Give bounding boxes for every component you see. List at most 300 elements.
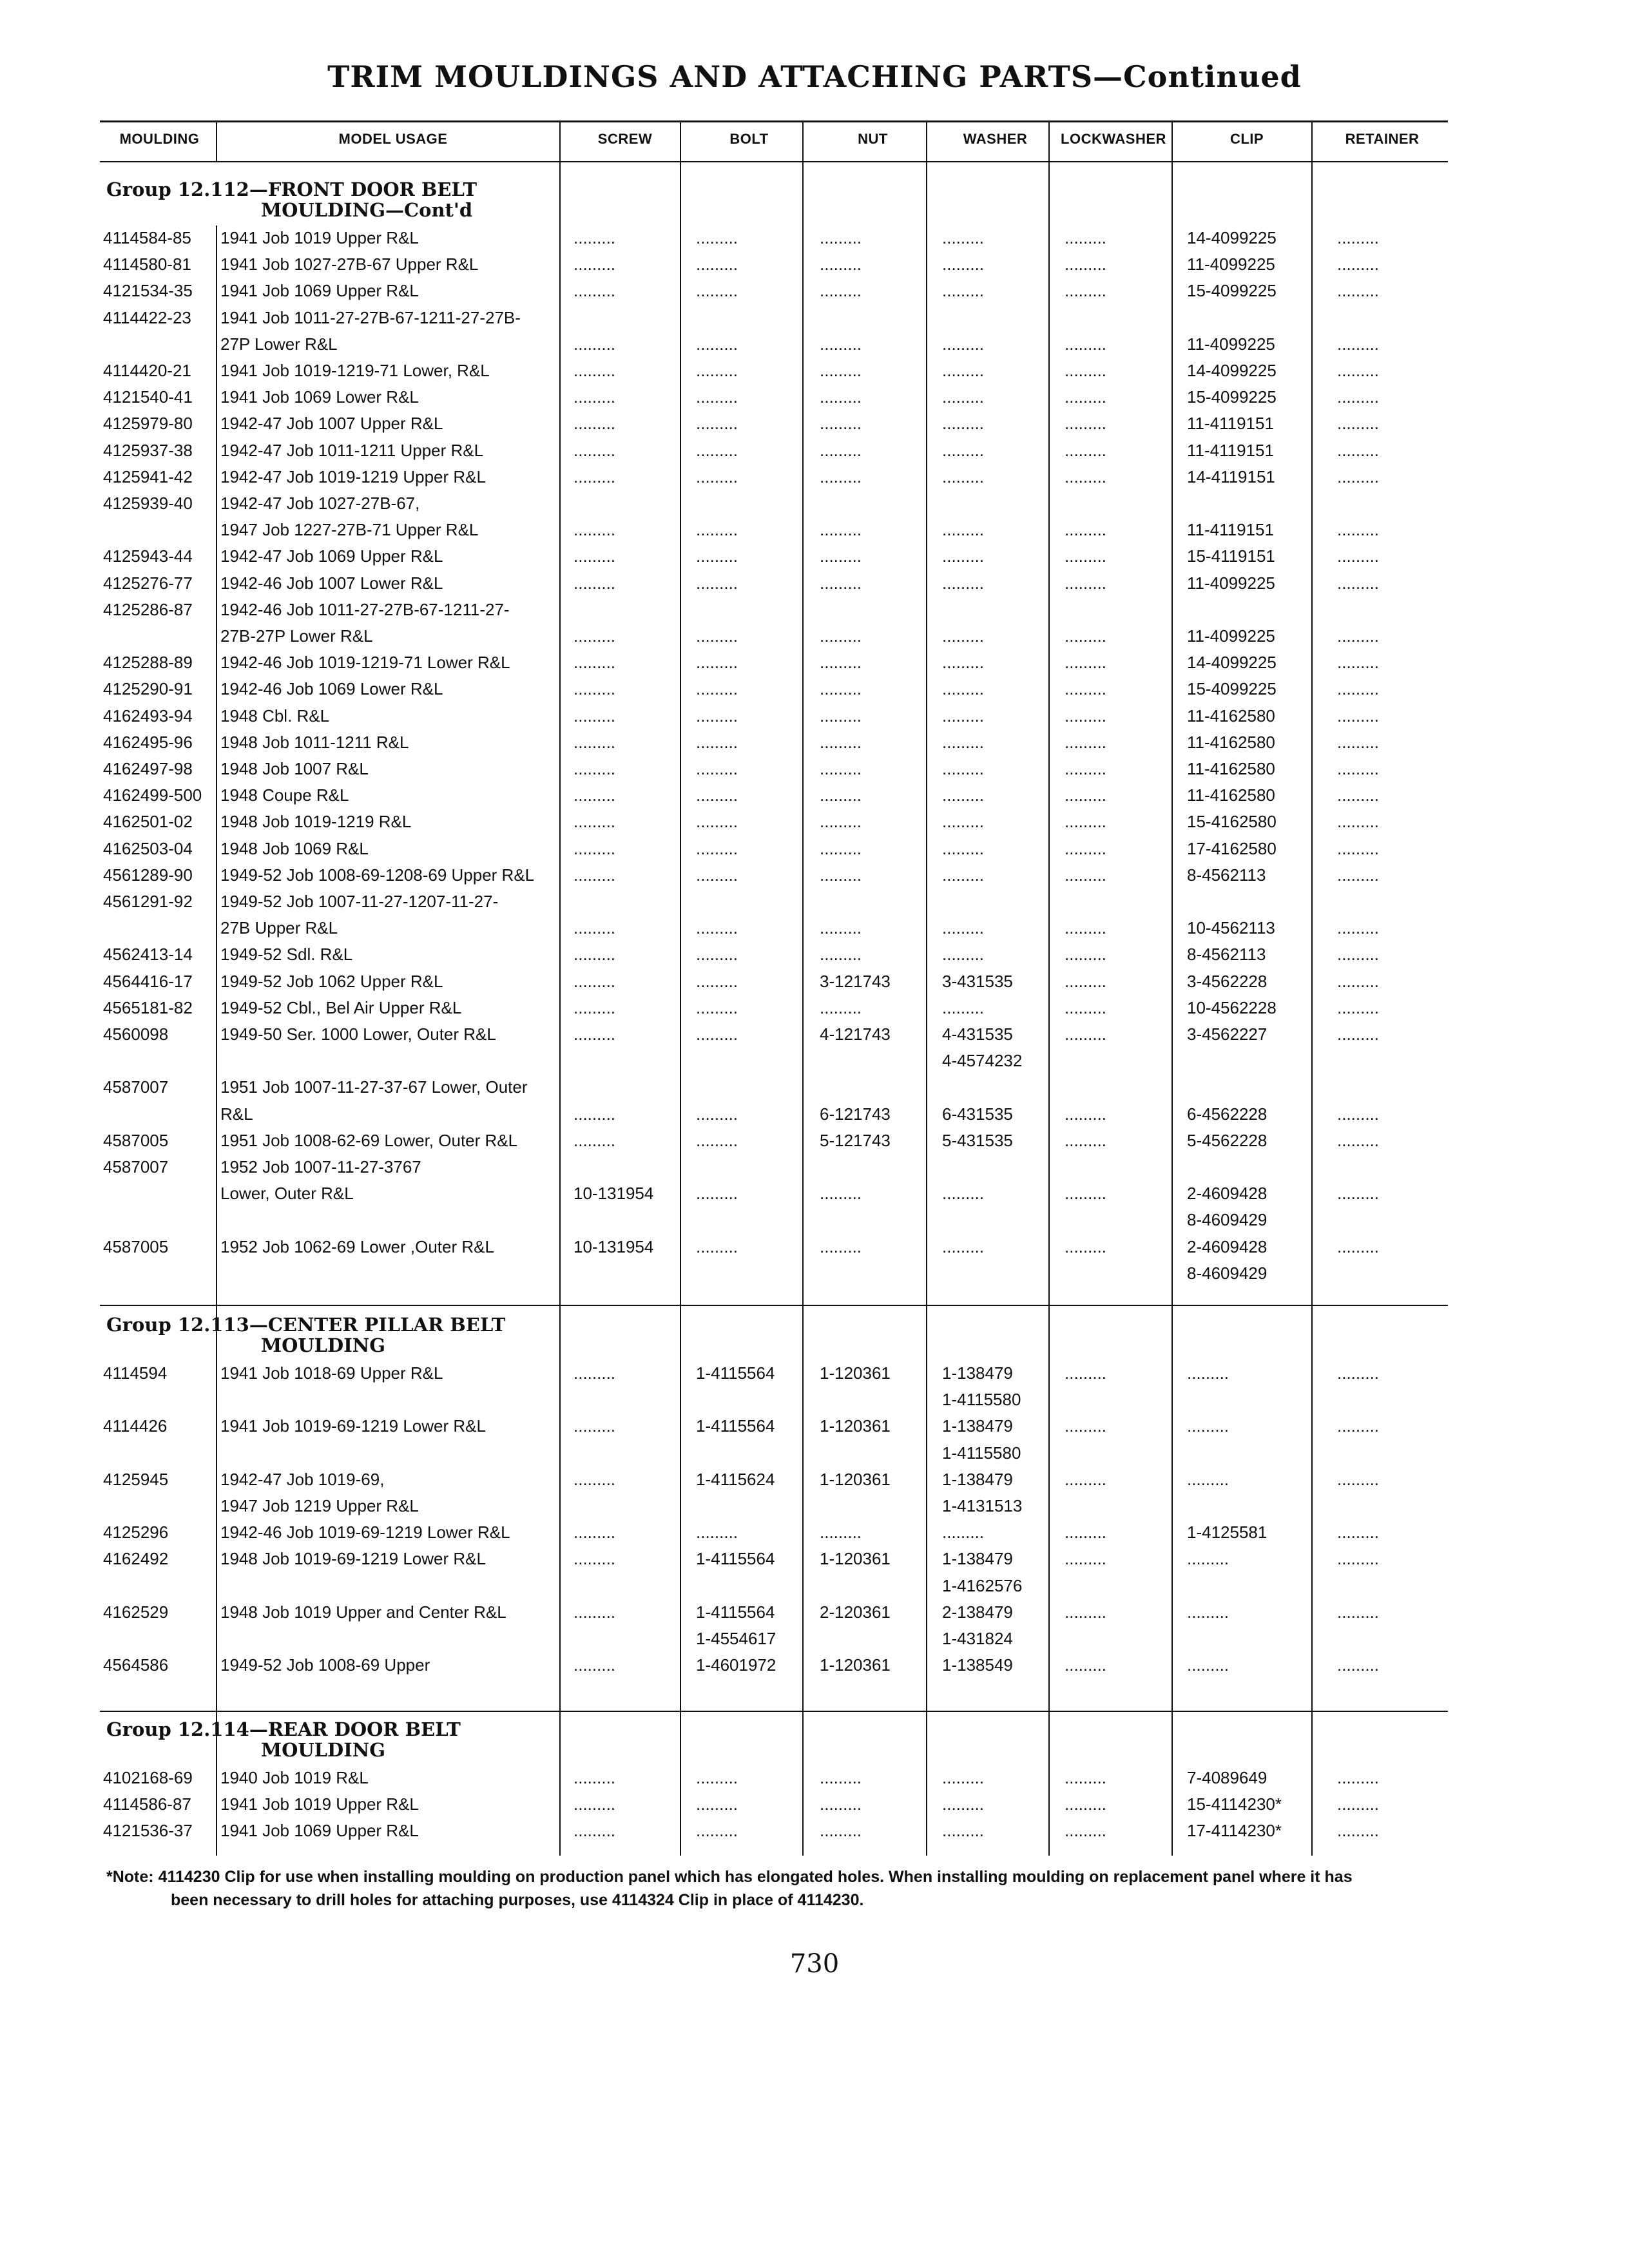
cell-bolt: 1-4115564 (696, 1363, 775, 1383)
dotted-leader: ......... (1065, 1130, 1107, 1150)
cell-bolt: 1-4115564 (696, 1549, 775, 1569)
dotted-leader: ......... (1337, 812, 1380, 832)
cell-model-usage: 1942-46 Job 1069 Lower R&L (220, 679, 443, 699)
dotted-leader: ......... (1337, 1794, 1380, 1814)
cell-part-number: 4114422-23 (103, 307, 191, 327)
cell-clip: 3-4562228 (1187, 971, 1268, 991)
dotted-leader: ......... (1065, 387, 1107, 407)
cell-clip: 15-4114230* (1187, 1794, 1282, 1814)
cell-washer: 1-138479 (942, 1469, 1013, 1489)
dotted-leader: ......... (574, 334, 616, 354)
cell-clip: 7-4089649 (1187, 1768, 1268, 1787)
dotted-leader: ......... (696, 1794, 738, 1814)
dotted-leader: ......... (942, 387, 985, 407)
dotted-leader: ......... (1065, 1794, 1107, 1814)
dotted-leader: ......... (820, 706, 862, 726)
dotted-leader: ......... (574, 228, 616, 247)
dotted-leader: ......... (1065, 918, 1107, 938)
dotted-leader: ......... (574, 812, 616, 832)
dotted-leader: ......... (696, 679, 738, 699)
footnote (106, 1865, 1466, 1912)
cell-nut: 1-120361 (820, 1469, 891, 1489)
cell-washer: 1-138549 (942, 1655, 1013, 1675)
table-row (0, 571, 1629, 597)
dotted-leader: ......... (1065, 997, 1107, 1017)
cell-clip: 15-4119151 (1187, 546, 1275, 566)
dotted-leader: ......... (1337, 759, 1380, 778)
dotted-leader: ......... (696, 440, 738, 460)
cell-model-usage: 1940 Job 1019 R&L (220, 1768, 369, 1787)
cell-model-usage: 1949-52 Job 1008-69-1208-69 Upper R&L (220, 865, 535, 885)
dotted-leader: ......... (1337, 971, 1380, 991)
dotted-leader: ......... (1337, 281, 1380, 301)
table-row (0, 1546, 1629, 1572)
dotted-leader: ......... (574, 626, 616, 646)
dotted-leader: ......... (1065, 1104, 1107, 1124)
table-row (0, 1765, 1629, 1791)
cell-part-number: 4562413-14 (103, 945, 193, 965)
cell-model-usage: 1952 Job 1007-11-27-3767 (220, 1157, 421, 1177)
cell-washer: 1-431824 (942, 1629, 1013, 1648)
cell-part-number: 4121534-35 (103, 281, 193, 301)
dotted-leader: ......... (574, 466, 616, 486)
table-row (0, 1626, 1629, 1652)
cell-model-usage: 1951 Job 1007-11-27-37-67 Lower, Outer (220, 1077, 528, 1097)
table-row (0, 1022, 1629, 1048)
table-row (0, 544, 1629, 570)
table-row (0, 1414, 1629, 1439)
dotted-leader: ......... (820, 334, 862, 354)
table-row (0, 305, 1629, 331)
dotted-leader: ......... (942, 838, 985, 858)
cell-clip: 6-4562228 (1187, 1104, 1268, 1124)
cell-washer: 4-431535 (942, 1024, 1013, 1044)
table-row (0, 995, 1629, 1021)
dotted-leader: ......... (574, 440, 616, 460)
dotted-leader: ......... (1065, 706, 1107, 726)
cell-clip: 1-4125581 (1187, 1523, 1268, 1542)
cell-clip: 11-4162580 (1187, 732, 1275, 752)
table-row (0, 889, 1629, 915)
table-row (0, 1155, 1629, 1180)
cell-clip: 11-4119151 (1187, 440, 1274, 460)
cell-part-number: 4565181-82 (103, 997, 193, 1017)
dotted-leader: ......... (696, 387, 738, 407)
dotted-leader: ......... (574, 546, 616, 566)
dotted-leader: ......... (574, 1469, 616, 1489)
dotted-leader: ......... (1337, 1416, 1380, 1436)
dotted-leader: ......... (1065, 1655, 1107, 1675)
dotted-leader: ......... (1065, 334, 1107, 354)
cell-part-number: 4114594 (103, 1363, 168, 1383)
table-row (0, 863, 1629, 889)
dotted-leader: ......... (1187, 1655, 1229, 1675)
dotted-leader: ......... (1337, 945, 1380, 965)
cell-part-number: 4162501-02 (103, 812, 193, 832)
col-header-lockwasher: LOCKWASHER (1061, 131, 1166, 147)
dotted-leader: ......... (942, 865, 985, 885)
dotted-leader: ......... (1337, 1469, 1380, 1489)
dotted-leader: ......... (696, 626, 738, 646)
cell-model-usage: 1941 Job 1069 Upper R&L (220, 1821, 419, 1841)
dotted-leader: ......... (1337, 466, 1380, 486)
dotted-leader: ......... (1337, 997, 1380, 1017)
cell-washer: 1-4131513 (942, 1496, 1023, 1515)
dotted-leader: ......... (942, 440, 985, 460)
table-row (0, 1600, 1629, 1626)
cell-model-usage: 1947 Job 1227-27B-71 Upper R&L (220, 520, 479, 540)
dotted-leader: ......... (574, 361, 616, 380)
cell-model-usage: 1949-52 Cbl., Bel Air Upper R&L (220, 997, 462, 1017)
table-row (0, 1102, 1629, 1128)
dotted-leader: ......... (820, 387, 862, 407)
dotted-leader: ......... (1337, 1184, 1380, 1204)
cell-bolt: 1-4601972 (696, 1655, 776, 1675)
dotted-leader: ......... (1337, 918, 1380, 938)
dotted-leader: ......... (1337, 679, 1380, 699)
cell-part-number: 4162492 (103, 1549, 169, 1569)
cell-part-number: 4561291-92 (103, 892, 193, 911)
cell-bolt: 1-4115564 (696, 1602, 775, 1622)
cell-clip: 8-4562113 (1187, 945, 1266, 965)
cell-model-usage: 1949-52 Job 1062 Upper R&L (220, 971, 443, 991)
dotted-leader: ......... (696, 1024, 738, 1044)
dotted-leader: ......... (1337, 838, 1380, 858)
col-header-moulding: MOULDING (119, 131, 200, 147)
cell-washer: 5-431535 (942, 1130, 1013, 1150)
cell-model-usage: 1951 Job 1008-62-69 Lower, Outer R&L (220, 1130, 518, 1150)
cell-washer: 2-138479 (942, 1602, 1013, 1622)
cell-model-usage: 1948 Job 1019-1219 R&L (220, 812, 412, 832)
table-row (0, 677, 1629, 702)
page-title: TRIM MOULDINGS AND ATTACHING PARTS—Continued (327, 59, 1302, 94)
dotted-leader: ......... (1337, 546, 1380, 566)
table-row (0, 1467, 1629, 1493)
cell-part-number: 4125276-77 (103, 573, 193, 593)
dotted-leader: ......... (1065, 838, 1107, 858)
table-row (0, 385, 1629, 410)
cell-clip: 10-4562228 (1187, 997, 1277, 1017)
dotted-leader: ......... (574, 1768, 616, 1787)
section-title-line-2: MOULDING (261, 1739, 386, 1761)
table-row (0, 1520, 1629, 1546)
cell-nut: 1-120361 (820, 1655, 891, 1675)
section-title (106, 1719, 557, 1760)
cell-part-number: 4162495-96 (103, 732, 193, 752)
cell-part-number: 4125288-89 (103, 653, 193, 673)
dotted-leader: ......... (1337, 1130, 1380, 1150)
dotted-leader: ......... (820, 466, 862, 486)
dotted-leader: ......... (1065, 1549, 1107, 1569)
cell-clip: 11-4099225 (1187, 626, 1275, 646)
cell-clip: 11-4099225 (1187, 573, 1275, 593)
section-title (106, 1314, 557, 1356)
table-row (0, 332, 1629, 358)
cell-model-usage: 27P Lower R&L (220, 334, 338, 354)
dotted-leader: ......... (1337, 387, 1380, 407)
dotted-leader: ......... (696, 812, 738, 832)
dotted-leader: ......... (574, 1024, 616, 1044)
cell-clip: 5-4562228 (1187, 1130, 1268, 1150)
dotted-leader: ......... (696, 228, 738, 247)
cell-clip: 11-4119151 (1187, 414, 1274, 434)
dotted-leader: ......... (574, 945, 616, 965)
dotted-leader: ......... (1065, 1184, 1107, 1204)
table-row (0, 942, 1629, 968)
dotted-leader: ......... (1065, 361, 1107, 380)
dotted-leader: ......... (574, 679, 616, 699)
cell-part-number: 4125939-40 (103, 494, 193, 513)
col-header-bolt: BOLT (729, 131, 769, 147)
cell-nut: 3-121743 (820, 971, 891, 991)
cell-model-usage: 1941 Job 1011-27-27B-67-1211-27-27B- (220, 307, 521, 327)
dotted-leader: ......... (1337, 1024, 1380, 1044)
table-row (0, 252, 1629, 278)
cell-part-number: 4564416-17 (103, 971, 193, 991)
dotted-leader: ......... (1337, 653, 1380, 673)
cell-clip: 8-4609429 (1187, 1263, 1268, 1283)
dotted-leader: ......... (696, 732, 738, 752)
table-row (0, 836, 1629, 862)
cell-clip: 11-4099225 (1187, 334, 1275, 354)
dotted-leader: ......... (942, 1523, 985, 1542)
dotted-leader: ......... (1065, 1821, 1107, 1841)
dotted-leader: ......... (696, 414, 738, 434)
dotted-leader: ......... (1065, 865, 1107, 885)
table-row (0, 969, 1629, 995)
dotted-leader: ......... (696, 759, 738, 778)
dotted-leader: ......... (696, 361, 738, 380)
dotted-leader: ......... (942, 945, 985, 965)
dotted-leader: ......... (696, 573, 738, 593)
cell-part-number: 4125943-44 (103, 546, 193, 566)
dotted-leader: ......... (574, 732, 616, 752)
dotted-leader: ......... (942, 573, 985, 593)
table-row (0, 358, 1629, 384)
cell-clip: 15-4099225 (1187, 679, 1277, 699)
dotted-leader: ......... (1065, 653, 1107, 673)
cell-nut: 2-120361 (820, 1602, 891, 1622)
dotted-leader: ......... (1065, 1768, 1107, 1787)
dotted-leader: ......... (820, 785, 862, 805)
dotted-leader: ......... (1065, 626, 1107, 646)
dotted-leader: ......... (574, 706, 616, 726)
cell-clip: 11-4162580 (1187, 759, 1275, 778)
table-row (0, 1235, 1629, 1260)
dotted-leader: ......... (942, 759, 985, 778)
dotted-leader: ......... (1337, 1236, 1380, 1256)
dotted-leader: ......... (1065, 1236, 1107, 1256)
dotted-leader: ......... (1337, 1655, 1380, 1675)
dotted-leader: ......... (574, 785, 616, 805)
dotted-leader: ......... (942, 1236, 985, 1256)
cell-model-usage: 1942-47 Job 1007 Upper R&L (220, 414, 443, 434)
cell-part-number: 4561289-90 (103, 865, 193, 885)
cell-model-usage: 1942-47 Job 1069 Upper R&L (220, 546, 443, 566)
footnote-line-1: *Note: 4114230 Clip for use when installing moulding on production panel which has elongated holes. When installing moulding on replacement panel where it has (106, 1868, 1353, 1886)
cell-model-usage: Lower, Outer R&L (220, 1184, 354, 1204)
section-divider (100, 1305, 1448, 1306)
dotted-leader: ......... (820, 414, 862, 434)
cell-model-usage: 1948 Job 1011-1211 R&L (220, 732, 409, 752)
dotted-leader: ......... (696, 466, 738, 486)
dotted-leader: ......... (696, 1236, 738, 1256)
dotted-leader: ......... (696, 1821, 738, 1841)
dotted-leader: ......... (696, 255, 738, 274)
section-title-line-2: MOULDING (261, 1334, 386, 1356)
dotted-leader: ......... (1337, 1523, 1380, 1542)
cell-part-number: 4121536-37 (103, 1821, 193, 1841)
cell-part-number: 4564586 (103, 1655, 169, 1675)
dotted-leader: ......... (696, 653, 738, 673)
cell-model-usage: 1941 Job 1019 Upper R&L (220, 1794, 419, 1814)
cell-model-usage: 1948 Coupe R&L (220, 785, 349, 805)
col-header-retainer: RETAINER (1345, 131, 1420, 147)
cell-part-number: 4125937-38 (103, 440, 193, 460)
cell-part-number: 4114584-85 (103, 228, 191, 247)
table-row (0, 517, 1629, 543)
cell-model-usage: 1948 Cbl. R&L (220, 706, 330, 726)
table-row (0, 1441, 1629, 1466)
dotted-leader: ......... (1337, 706, 1380, 726)
cell-washer: 1-138479 (942, 1363, 1013, 1383)
dotted-leader: ......... (1337, 1768, 1380, 1787)
dotted-leader: ......... (574, 414, 616, 434)
dotted-leader: ......... (696, 865, 738, 885)
cell-model-usage: R&L (220, 1104, 253, 1124)
dotted-leader: ......... (820, 1821, 862, 1841)
dotted-leader: ......... (1065, 732, 1107, 752)
cell-part-number: 4114586-87 (103, 1794, 191, 1814)
dotted-leader: ......... (1337, 255, 1380, 274)
cell-washer: 3-431535 (942, 971, 1013, 991)
table-row (0, 1792, 1629, 1818)
dotted-leader: ......... (820, 918, 862, 938)
dotted-leader: ......... (1065, 1416, 1107, 1436)
dotted-leader: ......... (696, 1130, 738, 1150)
cell-part-number: 4162529 (103, 1602, 169, 1622)
dotted-leader: ......... (574, 573, 616, 593)
dotted-leader: ......... (820, 997, 862, 1017)
dotted-leader: ......... (1065, 759, 1107, 778)
cell-model-usage: 1948 Job 1019-69-1219 Lower R&L (220, 1549, 486, 1569)
dotted-leader: ......... (1065, 812, 1107, 832)
table-row (0, 624, 1629, 649)
cell-model-usage: 1948 Job 1069 R&L (220, 838, 369, 858)
dotted-leader: ......... (1065, 281, 1107, 301)
dotted-leader: ......... (942, 281, 985, 301)
dotted-leader: ......... (1187, 1602, 1229, 1622)
table-row (0, 1818, 1629, 1844)
table-row (0, 597, 1629, 623)
table-row (0, 704, 1629, 729)
cell-clip: 14-4119151 (1187, 466, 1275, 486)
cell-washer: 1-138479 (942, 1549, 1013, 1569)
cell-part-number: 4587007 (103, 1157, 169, 1177)
cell-model-usage: 1941 Job 1069 Upper R&L (220, 281, 419, 301)
cell-model-usage: 1948 Job 1019 Upper and Center R&L (220, 1602, 506, 1622)
table-row (0, 1207, 1629, 1233)
dotted-leader: ......... (1337, 865, 1380, 885)
dotted-leader: ......... (820, 520, 862, 540)
cell-part-number: 4560098 (103, 1024, 169, 1044)
dotted-leader: ......... (820, 361, 862, 380)
table-row (0, 278, 1629, 304)
table-row (0, 1573, 1629, 1599)
cell-nut: 1-120361 (820, 1363, 891, 1383)
dotted-leader: ......... (574, 759, 616, 778)
cell-model-usage: 1942-47 Job 1011-1211 Upper R&L (220, 440, 484, 460)
dotted-leader: ......... (942, 626, 985, 646)
dotted-leader: ......... (696, 1768, 738, 1787)
table-row (0, 650, 1629, 676)
cell-clip: 11-4162580 (1187, 706, 1275, 726)
cell-nut: 4-121743 (820, 1024, 891, 1044)
cell-clip: 11-4119151 (1187, 520, 1274, 540)
cell-part-number: 4125286-87 (103, 599, 193, 619)
section-title-line-1: Group 12.112—FRONT DOOR BELT (106, 178, 477, 200)
cell-nut: 1-120361 (820, 1549, 891, 1569)
dotted-leader: ......... (942, 653, 985, 673)
cell-clip: 17-4162580 (1187, 838, 1277, 858)
dotted-leader: ......... (1065, 971, 1107, 991)
dotted-leader: ......... (942, 228, 985, 247)
cell-model-usage: 1949-52 Sdl. R&L (220, 945, 353, 965)
cell-part-number: 4125979-80 (103, 414, 193, 434)
header-bottom-rule (100, 161, 1448, 162)
dotted-leader: ......... (820, 1236, 862, 1256)
cell-clip: 14-4099225 (1187, 653, 1277, 673)
cell-washer: 1-138479 (942, 1416, 1013, 1436)
cell-model-usage: 1948 Job 1007 R&L (220, 759, 369, 778)
cell-nut: 5-121743 (820, 1130, 891, 1150)
dotted-leader: ......... (942, 1184, 985, 1204)
dotted-leader: ......... (1065, 414, 1107, 434)
dotted-leader: ......... (1065, 546, 1107, 566)
dotted-leader: ......... (942, 1794, 985, 1814)
cell-part-number: 4125941-42 (103, 466, 193, 486)
dotted-leader: ......... (820, 1794, 862, 1814)
dotted-leader: ......... (820, 440, 862, 460)
dotted-leader: ......... (574, 653, 616, 673)
section-divider (100, 1711, 1448, 1712)
dotted-leader: ......... (942, 785, 985, 805)
dotted-leader: ......... (1065, 520, 1107, 540)
dotted-leader: ......... (820, 1184, 862, 1204)
dotted-leader: ......... (1187, 1363, 1229, 1383)
dotted-leader: ......... (574, 997, 616, 1017)
table-row (0, 756, 1629, 782)
cell-bolt: 1-4115564 (696, 1416, 775, 1436)
dotted-leader: ......... (1337, 361, 1380, 380)
dotted-leader: ......... (574, 1416, 616, 1436)
dotted-leader: ......... (820, 759, 862, 778)
dotted-leader: ......... (820, 255, 862, 274)
cell-part-number: 4125945 (103, 1469, 169, 1489)
col-header-washer: WASHER (963, 131, 1028, 147)
dotted-leader: ......... (1337, 440, 1380, 460)
cell-part-number: 4587007 (103, 1077, 169, 1097)
cell-washer: 1-4115580 (942, 1390, 1021, 1410)
cell-part-number: 4587005 (103, 1130, 169, 1150)
cell-clip: 11-4099225 (1187, 255, 1275, 274)
dotted-leader: ......... (574, 1363, 616, 1383)
dotted-leader: ......... (1337, 573, 1380, 593)
col-header-model-usage: MODEL USAGE (338, 131, 448, 147)
table-row (0, 1653, 1629, 1678)
dotted-leader: ......... (1337, 1363, 1380, 1383)
dotted-leader: ......... (1065, 945, 1107, 965)
